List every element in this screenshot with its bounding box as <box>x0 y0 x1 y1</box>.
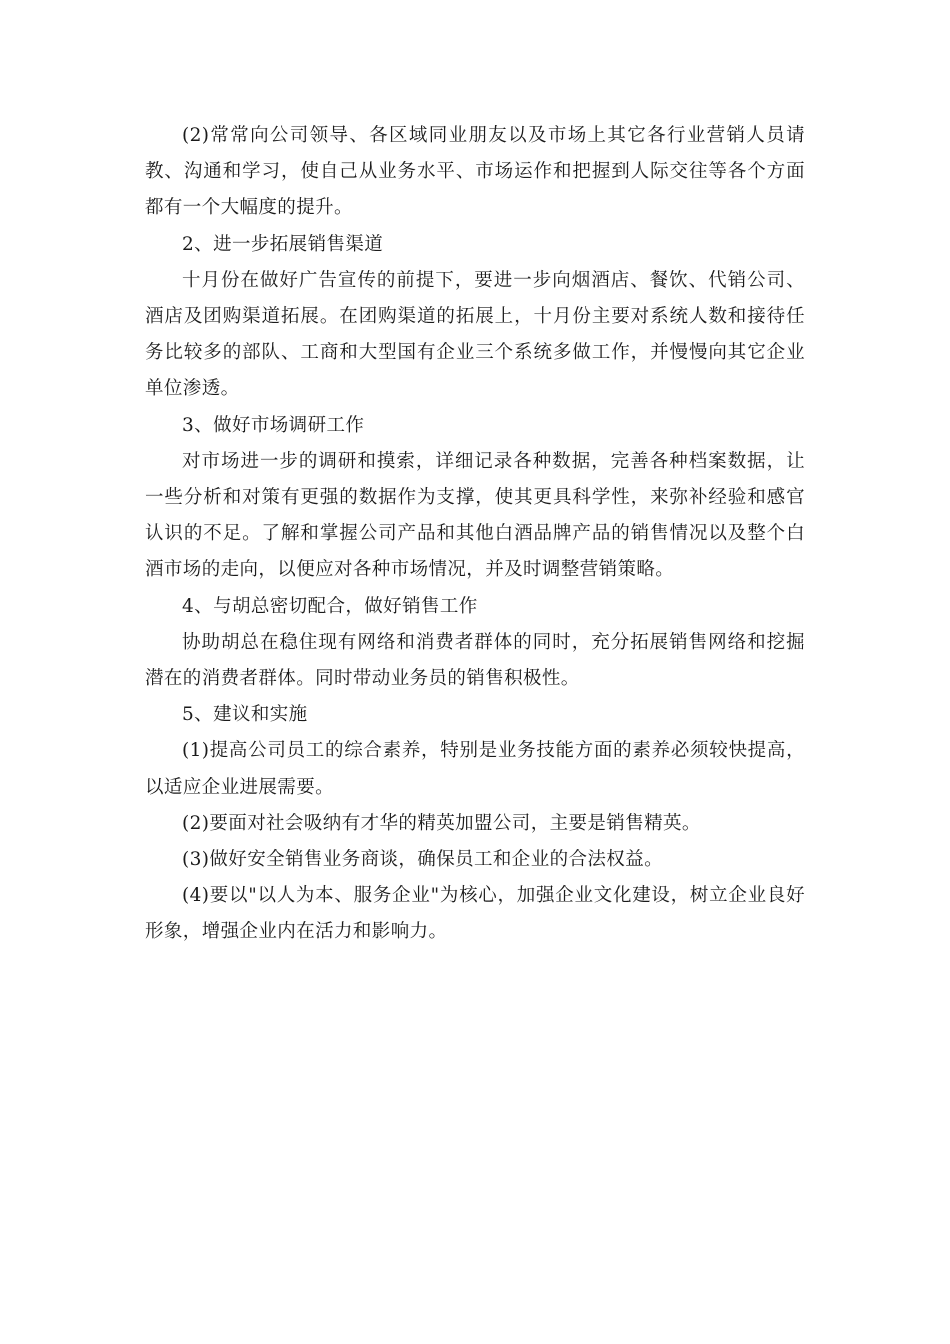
paragraph-suggestion-4: (4)要以"以人为本、服务企业"为核心，加强企业文化建设，树立企业良好形象，增强企业内在活力和影响力。 <box>145 885 805 943</box>
paragraph-suggestion-3: (3)做好安全销售业务商谈，确保员工和企业的合法权益。 <box>182 849 664 871</box>
heading-cooperate-sales: 4、与胡总密切配合，做好销售工作 <box>182 595 478 617</box>
paragraph-suggestion-2: (2)要面对社会吸纳有才华的精英加盟公司，主要是销售精英。 <box>182 812 701 834</box>
paragraph-cooperate-sales: 协助胡总在稳住现有网络和消费者群体的同时，充分拓展销售网络和挖掘潜在的消费者群体。同时带动业务员的销售积极性。 <box>145 631 805 690</box>
heading-expand-channels: 2、进一步拓展销售渠道 <box>182 233 384 255</box>
paragraph-suggestion-1: (1)提高公司员工的综合素养，特别是业务技能方面的素养必须较快提高，以适应企业进展需要。 <box>145 740 805 798</box>
paragraph-expand-channels: 十月份在做好广告宣传的前提下，要进一步向烟酒店、餐饮、代销公司、酒店及团购渠道拓展。在团购渠道的拓展上，十月份主要对系统人数和接待任务比较多的部队、工商和大型国有企业三个系统多做工作，并慢慢向其它企业单位渗透。 <box>145 269 805 400</box>
paragraph-market-research: 对市场进一步的调研和摸索，详细记录各种数据，完善各种档案数据，让一些分析和对策有更强的数据作为支撑，使其更具科学性，来弥补经验和感官认识的不足。了解和掌握公司产品和其他白酒品牌产品的销售情况以及整个白酒市场的走向，以便应对各种市场情况，并及时调整营销策略。 <box>145 450 805 581</box>
heading-market-research: 3、做好市场调研工作 <box>182 414 365 436</box>
paragraph-consult-learning: (2)常常向公司领导、各区域同业朋友以及市场上其它各行业营销人员请教、沟通和学习，使自己从业务水平、市场运作和把握到人际交往等各个方面都有一个大幅度的提升。 <box>145 125 805 219</box>
heading-suggestions: 5、建议和实施 <box>182 704 308 726</box>
document-page <box>145 118 805 951</box>
